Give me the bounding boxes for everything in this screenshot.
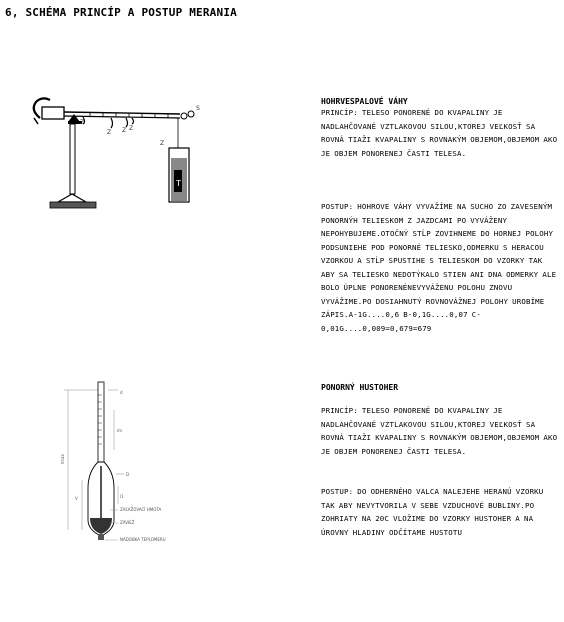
rider-label-2: Z <box>107 129 112 136</box>
s-label: S <box>196 105 200 112</box>
rider-label-3: Z <box>122 127 127 134</box>
section2-principle: PRINCÍP: TELESO PONORENÉ DO KVAPALINY JE NADLAHČOVANÉ VZTLAKOVOU SILOU,KTOREJ VEĽKOSŤ SA ROVNÁ TIAŽI KVAPALINY S ROVNAKÝM OBJEMOM,OBJEMOM AKO JE OBJEM PONORENEJ ČASTI TELESA. <box>321 406 558 456</box>
section2-procedure: POSTUP: DO ODHERNÉHO VALCA NALEJEHE HERANÚ VZORKU TAK ABY NEVYTVORILA V SEBE VZDUCHOVÉ BUBLINY.PO ZOHRIATY NA 20C VLOŽIME DO VZORKY HUSTOHER A NA ÚROVNY HLADINY ODČÍTAME HUSTOTU <box>321 487 544 537</box>
d-upper-label: D <box>126 472 130 477</box>
weight-label: ZÁVIEŽ <box>120 520 135 525</box>
rider-label-1: Z <box>80 119 85 126</box>
section2-title: PONORNÝ HUSTOHER <box>321 383 399 392</box>
thermometer-label: NÁDOBKA TEPLOMERU <box>120 537 166 542</box>
lmax-label: lmax <box>60 454 65 464</box>
hydrometer-diagram <box>58 380 188 550</box>
l1-label: l1 <box>120 494 124 499</box>
ballast-label: ZAĽAŽOVACÍ HMOTA <box>120 507 162 512</box>
lm-label: lm <box>117 428 123 433</box>
rider-label-4: Z <box>129 125 134 132</box>
mohr-balance-diagram <box>28 98 218 218</box>
d-label: d <box>120 390 123 395</box>
section1-procedure: POSTUP: HOHROVE VÁHY VYVAŽÍME NA SUCHO ZO ZAVESENÝM PONORNÝH TELIESKOM Z JAZDCAMI PO VYVÁŽENY NEPOHYBUJEME.OTOČNÝ STĹP ZOVIHNEME DO HORNEJ POLOHY PODSUNIEHE POD PONORNÉ TELIESKO,ODMERKU S HERACOU VZORKOU A STĹP SPUSTIHE S TELIESKOM DO VZORKY TAK ABY SA TELIESKO NEDOTÝKALO STIEN ANI DNA ODMERKY ALE BOLO ÚPLNE PONORENÉNEVYVÁŽENU POLOHU ZNOVU VYVÁŽIME.PO DOSIAHNUTÝ ROVNOVÁŽNEJ POLOHY UROBÍME ZÁPIS.A-1G....0,6 B-0,1G....0,07 C-0,01G....0,009=0,679=679 <box>321 202 557 333</box>
section1-title: HOHRVESPALOVÉ VÁHY <box>321 97 408 106</box>
v-label: V <box>75 496 78 501</box>
t-label: T <box>176 179 181 188</box>
section1-principle: PRINCÍP: TELESO PONORENÉ DO KVAPALINY JE NADLAHČOVANÉ VZTLAKOVOU SILOU,KTOREJ VEĽKOSŤ SA ROVNÁ TIAŽI KVAPALINY S ROVNAKÝM OBJEMOM,OBJEMOM AKO JE OBJEM PONORENEJ ČASTI TELESA. <box>321 108 558 158</box>
page-heading: 6, SCHÉMA PRINCÍP A POSTUP MERANIA <box>5 6 237 19</box>
rider-label-5: Z <box>160 140 165 147</box>
